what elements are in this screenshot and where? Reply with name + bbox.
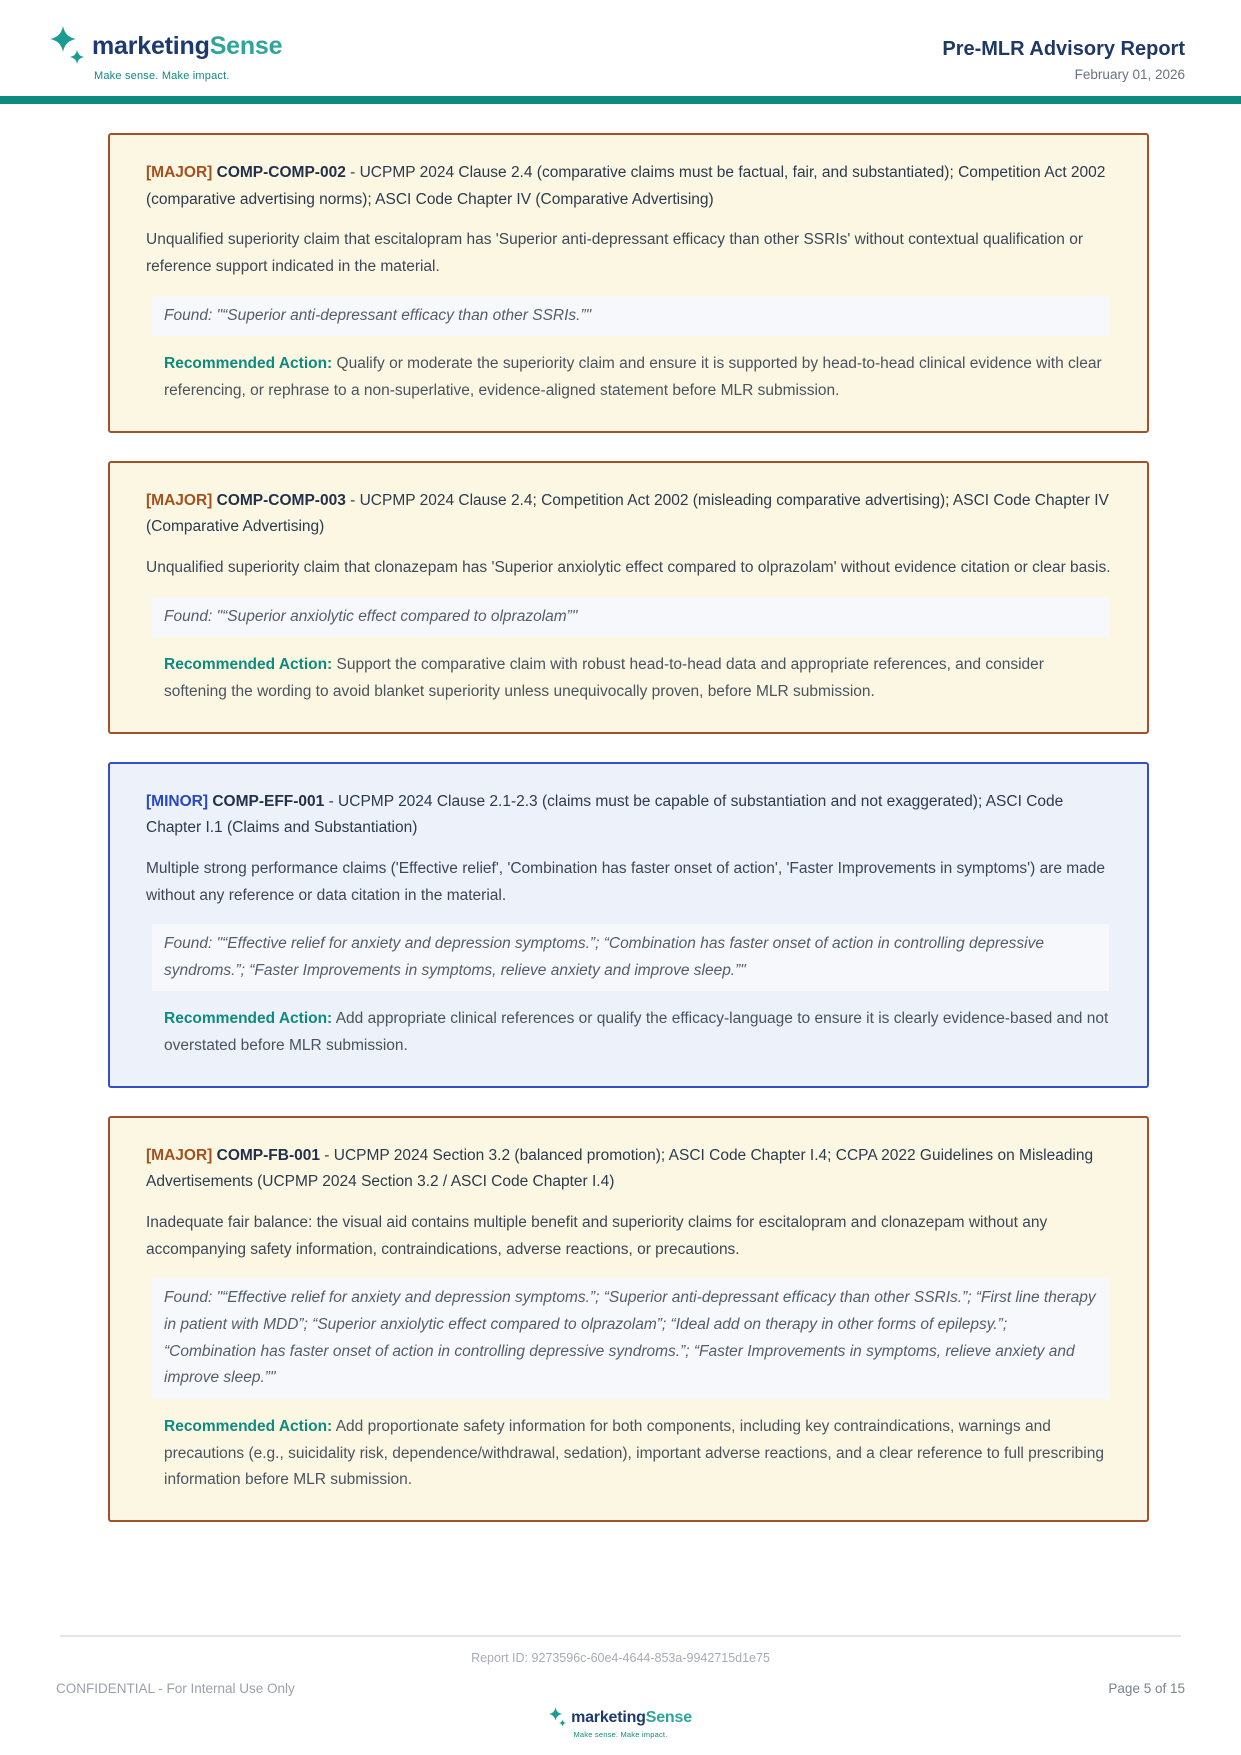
footer-divider: [60, 1635, 1181, 1637]
severity-badge: [MAJOR]: [146, 164, 213, 181]
found-quote: [152, 924, 1109, 991]
finding-title: [146, 160, 1111, 213]
found-label: Found:: [164, 1289, 213, 1307]
sparkle-icon: [50, 24, 86, 68]
report-id: Report ID: 9273596c-60e4-4644-853a-9942715d1e75: [471, 1651, 770, 1665]
brand-logo: [50, 24, 282, 82]
found-quote: [152, 296, 1109, 337]
brand-tagline: Make sense. Make impact.: [94, 70, 230, 82]
recommended-action: [164, 652, 1111, 705]
report-footer: [0, 1635, 1241, 1755]
recommended-action-text: Support the comparative claim with robust head-to-head data and appropriate references, and consider softening the wording to avoid blanket superiority unless unequivocally proven, before MLR submission.: [164, 656, 1044, 700]
header-accent-bar: [0, 96, 1241, 104]
found-text: "“Superior anti-depressant efficacy than other SSRIs.”": [216, 306, 592, 324]
found-label: Found:: [164, 607, 213, 625]
brand-word-sense: Sense: [645, 1708, 692, 1726]
finding-title: [146, 789, 1111, 842]
report-date: February 01, 2026: [1074, 67, 1185, 82]
brand-word-marketing: marketing: [571, 1708, 646, 1726]
severity-badge: [MAJOR]: [146, 491, 213, 509]
recommended-action: [164, 351, 1111, 404]
recommended-action-label: Recommended Action:: [164, 1418, 333, 1436]
report-header: [0, 0, 1241, 96]
finding-card-comp-comp-003: [108, 461, 1149, 734]
brand-wordmark: [571, 1709, 692, 1727]
severity-badge: [MINOR]: [146, 792, 208, 810]
finding-reference: - UCPMP 2024 Clause 2.4 (comparative claims must be factual, fair, and substantiated); Competition Act 2002 (comparative advertising norms); ASCI Code Chapter IV (Comparative Advertising): [146, 164, 1106, 208]
page-number: Page 5 of 15: [1108, 1681, 1185, 1696]
severity-badge: [MAJOR]: [146, 1146, 213, 1164]
page-title: Pre-MLR Advisory Report: [942, 38, 1185, 60]
found-quote: [152, 1278, 1109, 1399]
recommended-action-label: Recommended Action:: [164, 355, 333, 373]
found-label: Found:: [164, 306, 213, 324]
footer-meta-row: [0, 1681, 1241, 1696]
finding-reference: - UCPMP 2024 Clause 2.4; Competition Act 2002 (misleading comparative advertising); ASCI Code Chapter IV (Comparative Advertising): [146, 491, 1109, 536]
recommended-action-text: Add proportionate safety information for both components, including key contraindications, warnings and precautions (e.g., suicidality risk, dependence/withdrawal, sedation), important adverse reactions, and a clear reference to full prescribing information before MLR submission.: [164, 1418, 1104, 1489]
findings-list: [0, 104, 1241, 1635]
finding-description: Unqualified superiority claim that clonazepam has 'Superior anxiolytic effect compared to olprazolam' without evidence citation or clear basis.: [146, 558, 1111, 576]
brand-word-marketing: marketing: [92, 31, 210, 60]
finding-code: COMP-EFF-001: [212, 792, 325, 810]
finding-description: Inadequate fair balance: the visual aid contains multiple benefit and superiority claims for escitalopram and clonazepam without any accompanying safety information, contraindications, adverse reactions, or precautions.: [146, 1214, 1048, 1258]
finding-code: COMP-COMP-002: [216, 164, 346, 181]
found-text: "“Effective relief for anxiety and depression symptoms.”; “Combination has faster onset of action in controlling depressive syndroms.”; “Faster Improvements in symptoms, relieve anxiety and improve sleep.”": [164, 935, 1044, 979]
found-quote: [152, 597, 1109, 638]
finding-reference: - UCPMP 2024 Section 3.2 (balanced promotion); ASCI Code Chapter I.4; CCPA 2022 Guidelines on Misleading Advertisements (UCPMP 2024 Section 3.2 / ASCI Code Chapter I.4): [146, 1146, 1094, 1191]
brand-word-sense: Sense: [209, 31, 283, 60]
finding-card-comp-eff-001: [108, 762, 1149, 1088]
footer-brand-logo: [0, 1706, 1241, 1739]
recommended-action: [164, 1414, 1111, 1494]
brand-tagline: Make sense. Make impact.: [573, 1730, 668, 1739]
recommended-action-label: Recommended Action:: [164, 1010, 333, 1028]
finding-description: Unqualified superiority claim that escitalopram has 'Superior anti-depressant efficacy than other SSRIs' without contextual qualification or reference support indicated in the material.: [146, 231, 1083, 275]
finding-reference: - UCPMP 2024 Clause 2.1-2.3 (claims must be capable of substantiation and not exaggerated); ASCI Code Chapter I.1 (Claims and Substantiation): [146, 792, 1064, 837]
found-text: "“Superior anxiolytic effect compared to olprazolam”": [216, 607, 578, 625]
finding-description: Multiple strong performance claims ('Effective relief', 'Combination has faster onset of action', 'Faster Improvements in symptoms') are made without any reference or data citation in the material.: [146, 859, 1106, 904]
found-text: "“Effective relief for anxiety and depression symptoms.”; “Superior anti-depressant efficacy than other SSRIs.”; “First line therapy in patient with MDD”; “Superior anxiolytic effect compared to olprazolam”; “Ideal add on therapy in other forms of epilepsy.”; “Combination has faster onset of action in controlling depressive syndroms.”; “Faster Improvements in symptoms, relieve anxiety and improve sleep.”": [164, 1289, 1096, 1387]
finding-code: COMP-FB-001: [216, 1146, 320, 1164]
sparkle-icon: [549, 1706, 567, 1729]
finding-card-comp-fb-001: [108, 1116, 1149, 1522]
recommended-action-text: Qualify or moderate the superiority claim and ensure it is supported by head-to-head clinical evidence with clear referencing, or rephrase to a non-superlative, evidence-aligned statement before MLR submission.: [164, 355, 1102, 399]
confidential-note: CONFIDENTIAL - For Internal Use Only: [56, 1681, 295, 1696]
recommended-action: [164, 1006, 1111, 1059]
recommended-action-text: Add appropriate clinical references or qualify the efficacy-language to ensure it is clearly evidence-based and not overstated before MLR submission.: [164, 1010, 1109, 1055]
finding-card-comp-comp-002: [108, 133, 1149, 433]
brand-wordmark: [92, 32, 282, 61]
header-title-block: [942, 38, 1185, 82]
finding-code: COMP-COMP-003: [216, 491, 346, 509]
finding-title: [146, 488, 1111, 541]
found-label: Found:: [164, 935, 213, 953]
recommended-action-label: Recommended Action:: [164, 656, 333, 674]
finding-title: [146, 1143, 1111, 1196]
